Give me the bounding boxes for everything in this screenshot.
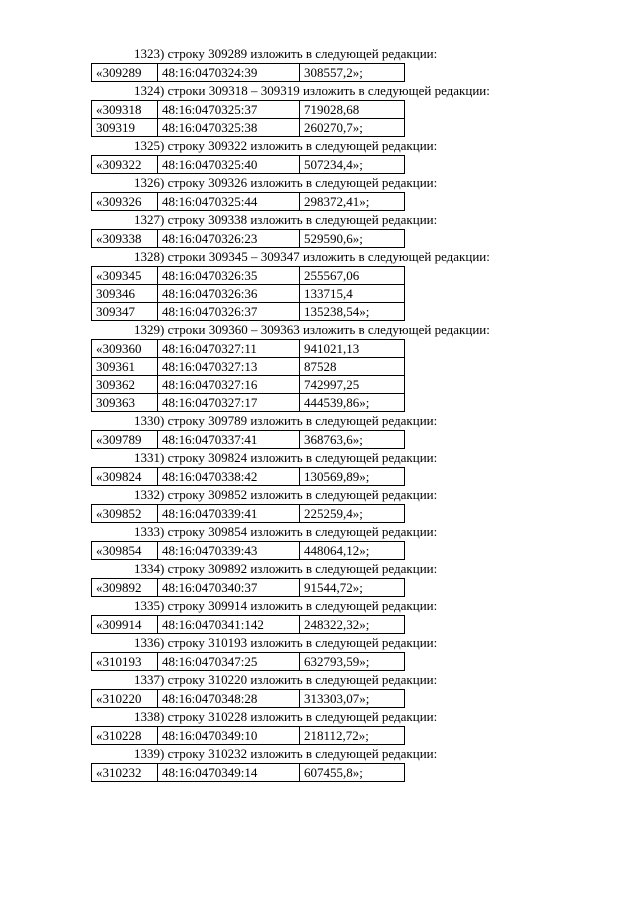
- cadastral-number-cell: 48:16:0470325:38: [158, 119, 300, 137]
- amendment: [91, 634, 591, 671]
- amendment: [91, 45, 591, 82]
- amendment-heading: 1332) строку 309852 изложить в следующей редакции:: [134, 487, 438, 502]
- amendment-table: [91, 467, 405, 486]
- row-number-cell: «309892: [92, 579, 158, 597]
- amendment-table: [91, 541, 405, 560]
- amendment-heading: 1333) строку 309854 изложить в следующей редакции:: [134, 524, 438, 539]
- cadastral-number-cell: 48:16:0470325:40: [158, 156, 300, 174]
- amendment-heading: 1326) строку 309326 изложить в следующей редакции:: [134, 175, 438, 190]
- amendment-heading: 1339) строку 310232 изложить в следующей редакции:: [134, 746, 438, 761]
- value-cell: 368763,6»;: [300, 431, 405, 449]
- table-row: [92, 505, 405, 523]
- row-number-cell: «310228: [92, 727, 158, 745]
- cadastral-number-cell: 48:16:0470326:36: [158, 285, 300, 303]
- row-number-cell: 309346: [92, 285, 158, 303]
- amendment-table: [91, 578, 405, 597]
- amendment: [91, 137, 591, 174]
- table-row: [92, 542, 405, 560]
- cadastral-number-cell: 48:16:0470338:42: [158, 468, 300, 486]
- amendment-heading: 1330) строку 309789 изложить в следующей редакции:: [134, 413, 438, 428]
- value-cell: 135238,54»;: [300, 303, 405, 321]
- value-cell: 313303,07»;: [300, 690, 405, 708]
- amendment: [91, 321, 591, 412]
- table-row: [92, 156, 405, 174]
- cadastral-number-cell: 48:16:0470324:39: [158, 64, 300, 82]
- value-cell: 444539,86»;: [300, 394, 405, 412]
- row-number-cell: «310232: [92, 764, 158, 782]
- amendment-heading: 1323) строку 309289 изложить в следующей редакции:: [134, 46, 438, 61]
- table-row: [92, 358, 405, 376]
- value-cell: 507234,4»;: [300, 156, 405, 174]
- amendment: [91, 597, 591, 634]
- amendment-heading: 1328) строки 309345 – 309347 изложить в следующей редакции:: [134, 249, 490, 264]
- row-number-cell: «309824: [92, 468, 158, 486]
- amendment-heading: 1334) строку 309892 изложить в следующей редакции:: [134, 561, 438, 576]
- amendment-heading: 1336) строку 310193 изложить в следующей редакции:: [134, 635, 438, 650]
- table-row: [92, 376, 405, 394]
- value-cell: 607455,8»;: [300, 764, 405, 782]
- value-cell: 260270,7»;: [300, 119, 405, 137]
- value-cell: 632793,59»;: [300, 653, 405, 671]
- table-row: [92, 468, 405, 486]
- value-cell: 448064,12»;: [300, 542, 405, 560]
- amendment-table: [91, 726, 405, 745]
- value-cell: 130569,89»;: [300, 468, 405, 486]
- value-cell: 941021,13: [300, 340, 405, 358]
- amendment-table: [91, 430, 405, 449]
- value-cell: 91544,72»;: [300, 579, 405, 597]
- row-number-cell: 309361: [92, 358, 158, 376]
- cadastral-number-cell: 48:16:0470327:11: [158, 340, 300, 358]
- value-cell: 225259,4»;: [300, 505, 405, 523]
- row-number-cell: 309362: [92, 376, 158, 394]
- row-number-cell: «309318: [92, 101, 158, 119]
- cadastral-number-cell: 48:16:0470325:37: [158, 101, 300, 119]
- amendment-heading: 1331) строку 309824 изложить в следующей редакции:: [134, 450, 438, 465]
- row-number-cell: «309789: [92, 431, 158, 449]
- value-cell: 298372,41»;: [300, 193, 405, 211]
- amendment: [91, 248, 591, 321]
- amendment-table: [91, 266, 405, 321]
- amendment-heading: 1325) строку 309322 изложить в следующей редакции:: [134, 138, 438, 153]
- row-number-cell: «309914: [92, 616, 158, 634]
- value-cell: 308557,2»;: [300, 64, 405, 82]
- cadastral-number-cell: 48:16:0470326:35: [158, 267, 300, 285]
- table-row: [92, 285, 405, 303]
- row-number-cell: 309363: [92, 394, 158, 412]
- cadastral-number-cell: 48:16:0470325:44: [158, 193, 300, 211]
- table-row: [92, 394, 405, 412]
- cadastral-number-cell: 48:16:0470348:28: [158, 690, 300, 708]
- cadastral-number-cell: 48:16:0470340:37: [158, 579, 300, 597]
- amendment-table: [91, 615, 405, 634]
- table-row: [92, 303, 405, 321]
- amendment-table: [91, 339, 405, 412]
- cadastral-number-cell: 48:16:0470327:13: [158, 358, 300, 376]
- value-cell: 742997,25: [300, 376, 405, 394]
- table-row: [92, 101, 405, 119]
- row-number-cell: «309852: [92, 505, 158, 523]
- table-row: [92, 653, 405, 671]
- amendment: [91, 560, 591, 597]
- amendment-heading: 1324) строки 309318 – 309319 изложить в следующей редакции:: [134, 83, 490, 98]
- amendment-table: [91, 100, 405, 137]
- table-row: [92, 64, 405, 82]
- value-cell: 719028,68: [300, 101, 405, 119]
- value-cell: 133715,4: [300, 285, 405, 303]
- amendment-table: [91, 763, 405, 782]
- value-cell: 529590,6»;: [300, 230, 405, 248]
- cadastral-number-cell: 48:16:0470326:37: [158, 303, 300, 321]
- table-row: [92, 727, 405, 745]
- row-number-cell: «309326: [92, 193, 158, 211]
- table-row: [92, 340, 405, 358]
- amendment-table: [91, 229, 405, 248]
- cadastral-number-cell: 48:16:0470349:14: [158, 764, 300, 782]
- cadastral-number-cell: 48:16:0470327:17: [158, 394, 300, 412]
- row-number-cell: «309360: [92, 340, 158, 358]
- value-cell: 255567,06: [300, 267, 405, 285]
- amendment-table: [91, 504, 405, 523]
- amendment-heading: 1338) строку 310228 изложить в следующей редакции:: [134, 709, 438, 724]
- value-cell: 218112,72»;: [300, 727, 405, 745]
- value-cell: 248322,32»;: [300, 616, 405, 634]
- amendment-heading: 1329) строки 309360 – 309363 изложить в следующей редакции:: [134, 322, 490, 337]
- table-row: [92, 193, 405, 211]
- value-cell: 87528: [300, 358, 405, 376]
- cadastral-number-cell: 48:16:0470326:23: [158, 230, 300, 248]
- cadastral-number-cell: 48:16:0470339:43: [158, 542, 300, 560]
- cadastral-number-cell: 48:16:0470327:16: [158, 376, 300, 394]
- amendment: [91, 449, 591, 486]
- table-row: [92, 764, 405, 782]
- amendment-table: [91, 689, 405, 708]
- row-number-cell: «310193: [92, 653, 158, 671]
- row-number-cell: «309338: [92, 230, 158, 248]
- amendment-table: [91, 63, 405, 82]
- amendment: [91, 523, 591, 560]
- cadastral-number-cell: 48:16:0470341:142: [158, 616, 300, 634]
- row-number-cell: «309322: [92, 156, 158, 174]
- document-body: [91, 45, 591, 782]
- table-row: [92, 431, 405, 449]
- amendment-heading: 1335) строку 309914 изложить в следующей редакции:: [134, 598, 438, 613]
- row-number-cell: «309345: [92, 267, 158, 285]
- amendment: [91, 412, 591, 449]
- table-row: [92, 230, 405, 248]
- amendment-table: [91, 192, 405, 211]
- cadastral-number-cell: 48:16:0470347:25: [158, 653, 300, 671]
- table-row: [92, 616, 405, 634]
- cadastral-number-cell: 48:16:0470339:41: [158, 505, 300, 523]
- amendment: [91, 82, 591, 137]
- cadastral-number-cell: 48:16:0470349:10: [158, 727, 300, 745]
- row-number-cell: «309289: [92, 64, 158, 82]
- table-row: [92, 690, 405, 708]
- cadastral-number-cell: 48:16:0470337:41: [158, 431, 300, 449]
- amendment: [91, 174, 591, 211]
- amendment: [91, 671, 591, 708]
- table-row: [92, 579, 405, 597]
- amendment-table: [91, 155, 405, 174]
- table-row: [92, 119, 405, 137]
- row-number-cell: «309854: [92, 542, 158, 560]
- amendment-table: [91, 652, 405, 671]
- table-row: [92, 267, 405, 285]
- amendment: [91, 211, 591, 248]
- row-number-cell: «310220: [92, 690, 158, 708]
- row-number-cell: 309319: [92, 119, 158, 137]
- amendment-heading: 1327) строку 309338 изложить в следующей редакции:: [134, 212, 438, 227]
- amendment: [91, 486, 591, 523]
- amendment-heading: 1337) строку 310220 изложить в следующей редакции:: [134, 672, 438, 687]
- row-number-cell: 309347: [92, 303, 158, 321]
- amendment: [91, 708, 591, 745]
- amendment: [91, 745, 591, 782]
